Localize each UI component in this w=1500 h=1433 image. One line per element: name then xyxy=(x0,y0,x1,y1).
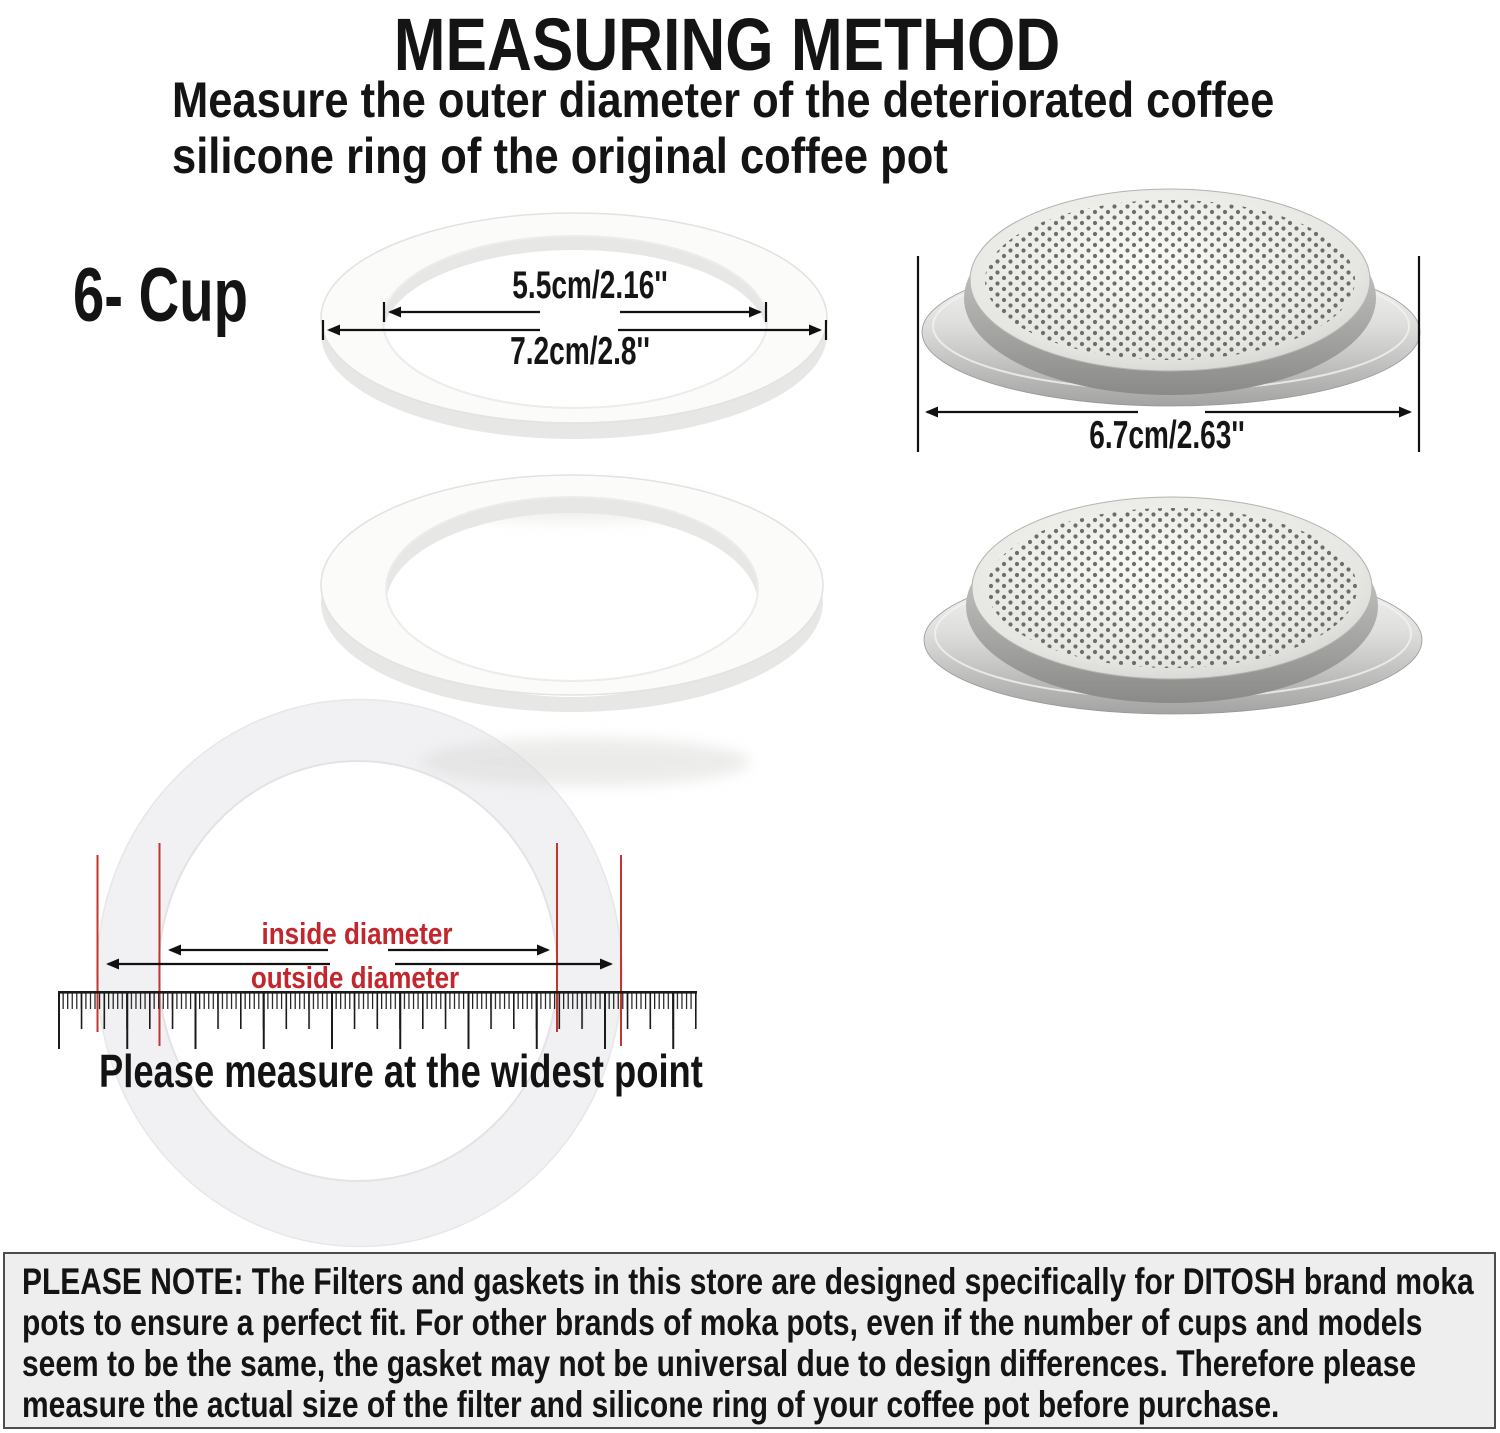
subtitle-line-1: Measure the outer diameter of the deteriorated coffee xyxy=(172,72,1275,128)
outside-diameter-label: outside diameter xyxy=(250,960,460,995)
gasket-middle-shadow xyxy=(420,738,750,786)
cup-size-label: 6- Cup xyxy=(73,253,248,338)
page-subtitle xyxy=(172,72,1439,184)
page-title-text: MEASURING METHOD xyxy=(393,3,1061,86)
note-line-1: PLEASE NOTE: The Filters and gaskets in this store are designed specifically for DITOSH brand moka xyxy=(22,1261,1474,1302)
note-line-4: measure the actual size of the filter and silicone ring of your coffee pot before purchase. xyxy=(22,1384,1280,1425)
filter-diameter-label: 6.7cm/2.63'' xyxy=(1089,414,1245,457)
ruler xyxy=(58,991,697,1049)
measure-caption: Please measure at the widest point xyxy=(99,1045,703,1097)
note-box xyxy=(3,1252,1496,1429)
note-line-2: pots to ensure a perfect fit. For other brands of moka pots, even if the number of cups and models xyxy=(22,1302,1423,1343)
subtitle-line-2: silicone ring of the original coffee pot xyxy=(172,128,948,184)
gasket-inner-diameter-label: 5.5cm/2.16'' xyxy=(512,264,668,307)
gasket-outer-diameter-label: 7.2cm/2.8'' xyxy=(510,330,650,373)
inside-diameter-label: inside diameter xyxy=(261,916,453,951)
note-line-3: seem to be the same, the gasket may not be universal due to design differences. Therefore please xyxy=(22,1343,1417,1384)
filter-plate-top xyxy=(922,189,1420,406)
filter-plate-bottom xyxy=(924,497,1422,714)
